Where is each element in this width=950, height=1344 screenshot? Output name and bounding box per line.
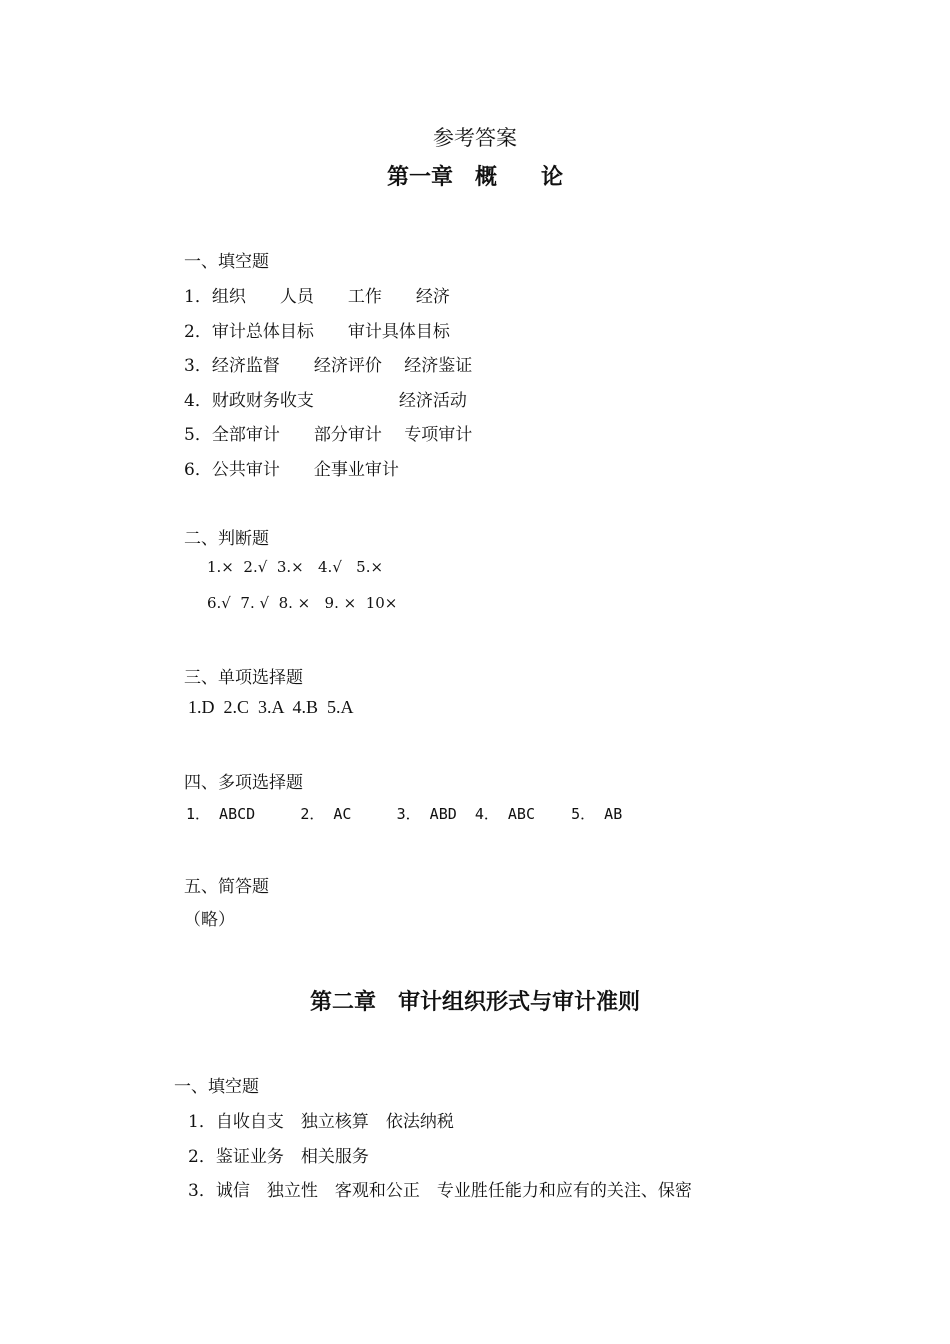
chapter-1-title: 第一章 概 论	[386, 164, 563, 190]
ch1-fill-item-1: 1．组织 人员 工作 经济	[184, 287, 450, 307]
ch1-fill-item-3: 3．经济监督 经济评价 经济鉴证	[184, 356, 473, 376]
ch1-short-heading: 五、简答题	[184, 877, 269, 897]
ch1-fill-heading: 一、填空题	[184, 252, 269, 272]
ch1-fill-item-4: 4．财政财务收支 经济活动	[184, 391, 467, 411]
ch2-fill-heading: 一、填空题	[174, 1077, 259, 1097]
ch1-short-note: （略）	[184, 910, 235, 930]
ch1-judge-line-2: 6.√ 7. √ 8. × 9. × 10×	[207, 594, 398, 612]
page-title: 参考答案	[433, 126, 517, 150]
ch2-fill-item-2: 2．鉴证业务 相关服务	[188, 1147, 369, 1167]
ch1-judge-line-1: 1.× 2.√ 3.× 4.√ 5.×	[207, 558, 384, 576]
ch1-multi-answers: 1． ABCD 2． AC 3． ABD 4． ABC 5． AB	[186, 805, 623, 823]
chapter-2-title: 第二章 审计组织形式与审计准则	[309, 989, 640, 1015]
ch2-fill-item-1: 1．自收自支 独立核算 依法纳税	[188, 1112, 454, 1132]
ch1-fill-item-2: 2．审计总体目标 审计具体目标	[184, 322, 450, 342]
ch1-single-answers: 1.D 2.C 3.A 4.B 5.A	[188, 697, 354, 717]
ch2-fill-item-3: 3．诚信 独立性 客观和公正 专业胜任能力和应有的关注、保密	[188, 1181, 692, 1201]
ch1-fill-item-5: 5．全部审计 部分审计 专项审计	[184, 425, 473, 445]
ch1-fill-item-6: 6．公共审计 企事业审计	[184, 460, 399, 480]
ch1-judge-heading: 二、判断题	[184, 529, 269, 549]
ch1-single-heading: 三、单项选择题	[184, 668, 303, 688]
ch1-multi-heading: 四、多项选择题	[184, 773, 303, 793]
